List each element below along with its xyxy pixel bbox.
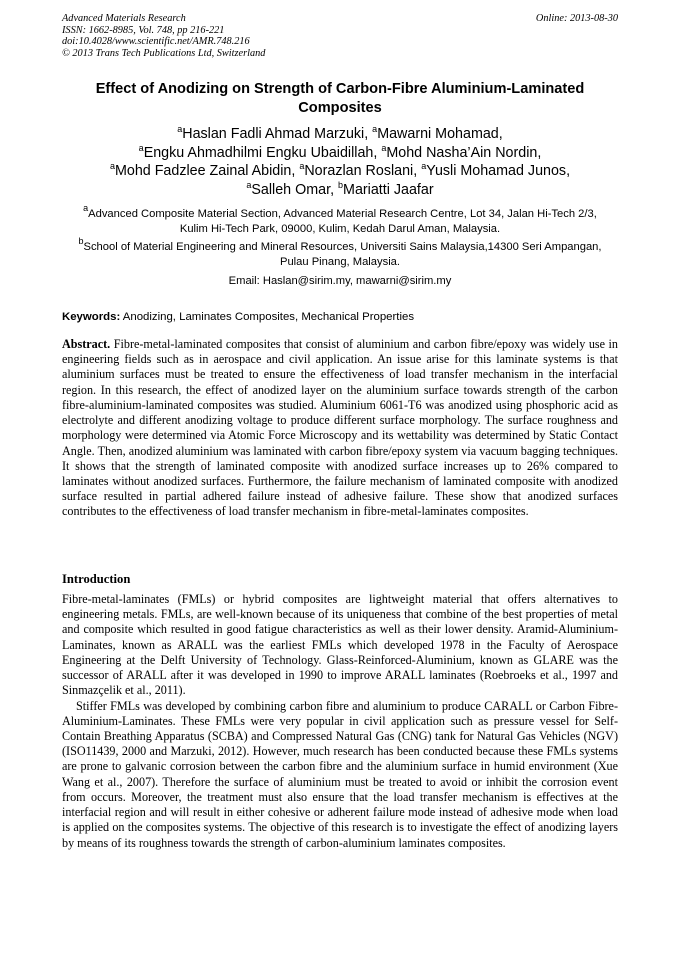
author-affil-mark: a <box>138 142 144 153</box>
affiliation-text: Advanced Composite Material Section, Advanced Material Research Centre, Lot 34, Jalan Hi-Tech 2/3, Kulim Hi-Tech Park, 09000, Kulim, Kedah Darul Aman, Malaysia. <box>88 208 597 235</box>
author-affil-mark: a <box>372 124 378 134</box>
keywords-label: Keywords: <box>62 311 121 323</box>
author-name: Mawarni Mohamad <box>377 126 499 142</box>
author-separator: , <box>373 144 382 161</box>
affiliation-a <box>70 203 610 237</box>
author-name: Mohd Nasha’Ain Nordin <box>386 144 538 161</box>
author-separator: , <box>566 163 571 180</box>
online-date: Online: 2013-08-30 <box>535 13 618 24</box>
author-affil-mark: a <box>109 161 115 172</box>
author-name: Salleh Omar <box>251 181 331 198</box>
author-affil-mark: a <box>381 142 387 153</box>
author-name: Norazlan Roslani <box>304 163 414 180</box>
introduction-heading: Introduction <box>62 572 131 586</box>
author-affil-mark: a <box>421 161 427 172</box>
author-affil-mark: a <box>246 179 252 190</box>
author-name: Haslan Fadli Ahmad Marzuki <box>182 126 365 142</box>
affiliation-b <box>70 236 610 270</box>
journal-doi: doi:10.4028/www.scientific.net/AMR.748.216 <box>62 36 250 48</box>
author-name: Mohd Fadzlee Zainal Abidin <box>114 163 292 180</box>
abstract-text: Fibre-metal-laminated composites that consist of aluminium and carbon fibre/epoxy was widely use in engineering fields such as in aerospace and civil application. An issue arise for this laminate systems is that aluminium surfaces must be treated to ensure the effectiveness of load transfer mechanism in the interfacial region. In this research, the effect of anodized layer on the aluminium surface towards strength of the carbon fibre-aluminium-laminated composites was studied. Aluminium 6061-T6 was anodized using phosphoric acid as electrolyte and different anodizing voltage to produce different surface morphology. The surface roughness and morphology were determined via Atomic Force Microscopy and its wettability was determined by Static Contact Angle. Then, anodized aluminium was laminated with carbon fibre/epoxy system via vacuum bagging techniques. It shows that the strength of laminated composite with anodized surface increases up to 26% compared to laminates without anodized surfaces. Furthermore, the failure mechanism of laminated composite with anodized surface resulted in partial adhered failure instead of adhesive failure. These show that anodized surfaces contributes to the effectiveness of load transfer mechanism in fibre-metal-laminates composites. <box>62 337 618 519</box>
keywords-text: Anodizing, Laminates Composites, Mechanical Properties <box>120 311 415 323</box>
author-separator: , <box>498 126 503 142</box>
author-affil-mark: a <box>299 161 305 172</box>
abstract <box>62 337 618 520</box>
author-separator: , <box>537 144 542 161</box>
author-separator: , <box>413 163 422 180</box>
contact-email: Email: Haslan@sirim.my, mawarni@sirim.my <box>228 275 452 287</box>
introduction-paragraph: Stiffer FMLs was developed by combining carbon fibre and aluminium to produce CARALL or Carbon Fibre-Aluminium-Laminates. These FMLs were very popular in civil application such as pressure vessel for Self-Contain Breathing Apparatus (SCBA) and Compressed Natural Gas (CNG) tank for Natural Gas Vehicles (NGV) (ISO11439, 2000 and Marzuki, 2012). However, much research has been conducted because these FMLs systems are prone to galvanic corrosion between the carbon fibre and the aluminium surface in humid environment (Xue Wang et al., 2007). Therefore the surface of aluminium must be treated to avoid or inhibit the corrosion event from occurs. Moreover, the treatment must also ensure that the load transfer mechanism is effectives at the interfacial region and will result in either cohesive or adherent failure mode instead of adhesive mode when load is applied on the composites systems. The objective of this research is to investigate the effect of anodizing layers by means of its roughness towards the strength of carbon-aluminium laminates composites. <box>62 698 618 850</box>
journal-issn: ISSN: 1662-8985, Vol. 748, pp 216-221 <box>62 24 225 36</box>
introduction-body <box>62 592 618 851</box>
author-affil-mark: b <box>338 179 344 190</box>
author-separator: , <box>364 126 373 142</box>
journal-header <box>62 13 618 59</box>
author-name: Engku Ahmadhilmi Engku Ubaidillah <box>143 144 374 161</box>
author-name: Mariatti Jaafar <box>343 181 434 198</box>
keywords <box>62 310 618 325</box>
author-affil-mark: a <box>177 124 183 134</box>
introduction-paragraph: Fibre-metal-laminates (FMLs) or hybrid composites are lightweight material that offers alternatives to engineering metals. FMLs, are well-known because of its uniqueness that combine of the best properties of metal and composite which resulted in good fatigue characteristics as well as their lower density. Aramid-Aluminium-Laminates, known as ARALL was the earliest FMLs which developed 1978 in the Faculty of Aerospace Engineering at the Delft University of Technology. Glass-Reinforced-Aluminium, known as GLARE was the successor of ARALL after it was developed in 1990 to improve ARALL laminates (Roebroeks et al., 1997 and Sinmazçelik et al., 2011). <box>62 592 618 698</box>
abstract-label: Abstract. <box>62 337 111 351</box>
affiliation-text: School of Material Engineering and Mineral Resources, Universiti Sains Malaysia,14300 Seri Ampangan, Pulau Pinang, Malaysia. <box>83 241 602 268</box>
author-separator: , <box>330 181 339 198</box>
author-name: Yusli Mohamad Junos <box>426 163 567 180</box>
author-list <box>62 125 618 199</box>
affiliation-mark: a <box>83 203 89 213</box>
affiliation-mark: b <box>78 236 84 246</box>
journal-name: Advanced Materials Research <box>62 13 186 24</box>
journal-copyright: © 2013 Trans Tech Publications Ltd, Switzerland <box>62 47 266 59</box>
author-separator: , <box>291 163 300 180</box>
paper-title: Effect of Anodizing on Strength of Carbon-Fibre Aluminium-Laminated Composites <box>95 81 585 116</box>
